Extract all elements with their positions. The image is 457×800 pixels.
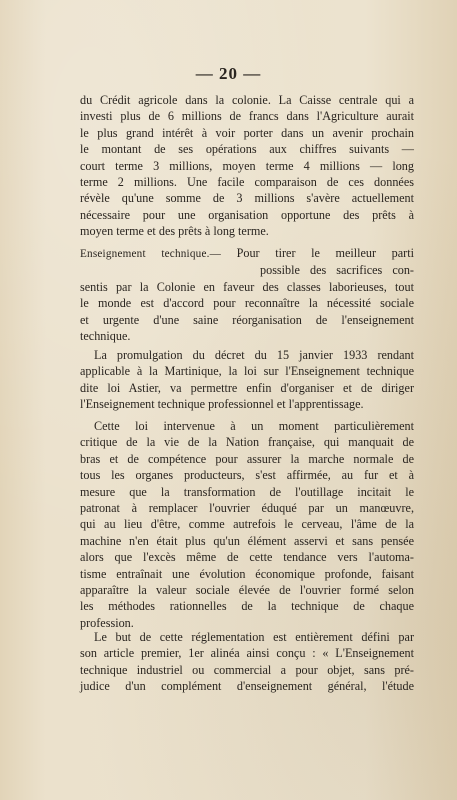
text-line: révèle qu'une somme de 3 millions s'avère actuellement [80, 191, 414, 206]
paragraph-reglementation [80, 629, 414, 695]
text-line: sentis par la Colonie en faveur des classes laborieuses, tout [80, 279, 414, 294]
paragraph-decret-1933 [80, 347, 414, 413]
text-line: le monde est d'accord pour reconnaître la nécessité sociale [80, 296, 414, 311]
text-line: Cette loi intervenue à un moment particulièrement [94, 419, 414, 433]
text-line [80, 245, 414, 262]
paragraph-credit-agricole [80, 92, 414, 240]
text-line: technique industriel ou commercial a pour objet, sans pré- [80, 662, 414, 677]
text-line: le plus grand intérêt à voir porter dans un avenir prochain [80, 125, 414, 140]
text-line: et urgente d'une saine réorganisation de l'enseignement [80, 312, 414, 327]
text-line: alors que l'excès même de cette tendance vers l'automa- [80, 550, 414, 565]
text-line: bras et de compétence pour assurer la marche normale de [80, 451, 414, 466]
text-line: dite loi Astier, va permettre enfin d'organiser et de diriger [80, 380, 414, 395]
text-line: l'Enseignement technique professionnel et l'apprentissage. [80, 397, 364, 412]
text-line: applicable à la Martinique, la loi sur l'Enseignement technique [80, 364, 414, 379]
text-line: moyen terme et des prêts à long terme. [80, 224, 269, 239]
text-line: possible des sacrifices con- [260, 263, 414, 278]
page-number: — 20 — [195, 64, 262, 83]
text-fragment: Pour tirer le meilleur parti [236, 246, 415, 260]
text-line: apparaître la valeur sociale élevée de l'ouvrier formé selon [80, 583, 414, 598]
text-line: terme 2 millions. Une facile comparaison de ces données [80, 175, 414, 190]
paragraph-enseignement-technique [80, 245, 414, 344]
text-line: les méthodes rationnelles de la technique de chaque [80, 599, 414, 614]
section-heading: Enseignement technique.— [80, 248, 221, 260]
text-line: court terme 3 millions, moyen terme 4 millions — long [80, 158, 414, 173]
text-line: critique de la vie de la Nation française, qui manquait de [80, 435, 414, 450]
text-line: tisme entraînait une évolution économique profonde, faisant [80, 566, 414, 581]
text-line: profession. [80, 615, 134, 630]
text-line: La promulgation du décret du 15 janvier 1933 rendant [94, 348, 414, 362]
text-line: le montant de ses opérations aux chiffres suivants — [80, 142, 414, 157]
text-line: Le but de cette réglementation est entièrement défini par [94, 630, 414, 644]
text-line: nécessaire pour une organisation opportune des prêts à [80, 207, 414, 222]
text-line: investi plus de 6 millions de francs dans l'Agriculture aurait [80, 109, 414, 124]
text-line: judice d'un complément d'enseignement général, l'étude [80, 679, 414, 694]
text-line: du Crédit agricole dans la colonie. La Caisse centrale qui a [80, 93, 414, 107]
text-line: tous les organes producteurs, s'est affirmée, au fur et à [80, 468, 414, 483]
text-line: machine n'en était plus qu'un élément asservi et sans pensée [80, 533, 414, 548]
text-line: patronat à remplacer l'ouvrier éduqué par un manœuvre, [80, 501, 414, 516]
text-line: son article premier, 1er alinéa ainsi conçu : « L'Enseignement [80, 646, 414, 661]
text-line: qui au lieu d'être, comme autrefois le cerveau, l'âme de la [80, 517, 414, 532]
text-line: mesure que la transformation de l'outillage incitait le [80, 484, 414, 499]
paragraph-loi-astier [80, 418, 414, 631]
text-line: technique. [80, 329, 131, 344]
